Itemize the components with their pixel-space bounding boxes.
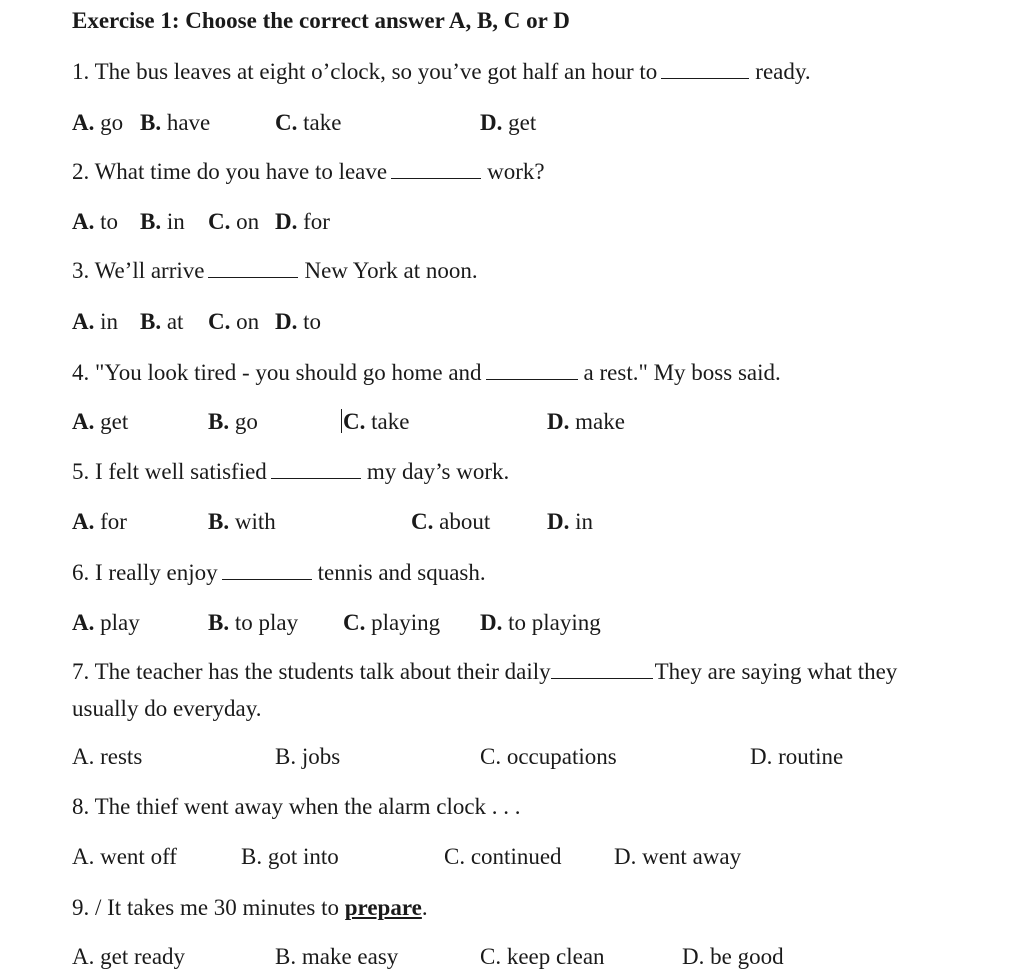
question-text: 2. What time do you have to leave [72,159,388,184]
option-d: D. get [480,110,537,135]
question-text-after: . [421,895,428,920]
option-a: A. for [72,509,127,534]
option-c: C. keep clean [480,944,605,969]
text-cursor-icon [341,409,342,433]
question-8: 8. The thief went away when the alarm clock . . . [72,794,521,819]
option-b: B. in [140,209,185,234]
question-text-after: my day’s work. [366,459,510,484]
question-text: 3. We’ll arrive [72,258,205,283]
option-c: C. occupations [480,744,617,769]
option-b: B. make easy [275,944,399,969]
option-a: A. get ready [72,944,186,969]
option-b: B. got into [241,844,339,869]
option-a: A. rests [72,744,143,769]
option-c: C. on [208,209,260,234]
question-text: 6. I really enjoy [72,560,218,585]
option-d: D. for [275,209,330,234]
option-a: A. play [72,610,140,635]
option-a: A. went off [72,844,177,869]
answer-blank [208,257,298,278]
option-b: B. go [208,409,258,434]
question-9 [72,893,428,923]
option-b: B. jobs [275,744,341,769]
question-text: 4. "You look tired - you should go home and [72,360,482,385]
answer-blank [661,58,749,79]
question-text: 9. / It takes me 30 minutes to [72,895,345,920]
question-text-after: work? [487,159,545,184]
question-6 [72,558,486,588]
option-d: D. in [547,509,594,534]
option-b: B. with [208,509,276,534]
option-a: A. in [72,309,119,334]
question-2 [72,157,545,187]
question-1 [72,57,811,87]
answer-blank [486,359,578,380]
option-a: A. to [72,209,119,234]
option-d: D. be good [682,944,784,969]
answer-blank [222,559,312,580]
option-d: D. make [547,409,625,434]
question-text: 1. The bus leaves at eight o’clock, so you’ve got half an hour to [72,59,658,84]
question-7 [72,657,897,687]
question-text: 7. The teacher has the students talk about their daily [72,659,551,684]
option-c: C. take [275,110,342,135]
option-a: A. get [72,409,129,434]
exercise-title: Exercise 1: Choose the correct answer A, B, C or D [72,8,570,33]
option-d: D. to [275,309,322,334]
question-text-after: tennis and squash. [317,560,486,585]
option-d: D. went away [614,844,742,869]
question-4 [72,358,781,388]
answer-blank [271,458,361,479]
answer-blank [391,158,481,179]
question-text-after: They are saying what they [654,659,898,684]
question-text: 5. I felt well satisfied [72,459,267,484]
option-c: C. about [411,509,491,534]
option-c: C. take [343,409,410,434]
question-text-after: a rest." My boss said. [583,360,781,385]
option-c: C. on [208,309,260,334]
answer-blank [551,658,653,679]
option-a: A. go [72,110,124,135]
question-text-after: New York at noon. [304,258,478,283]
question-3 [72,256,478,286]
question-7-continued: usually do everyday. [72,696,262,721]
option-c: C. playing [343,610,441,635]
option-d: D. to playing [480,610,601,635]
question-text-after: ready. [755,59,811,84]
option-d: D. routine [750,744,844,769]
option-b: B. at [140,309,184,334]
option-c: C. continued [444,844,562,869]
question-5 [72,457,509,487]
option-b: B. have [140,110,211,135]
option-b: B. to play [208,610,299,635]
emphasized-word: prepare [344,895,422,920]
